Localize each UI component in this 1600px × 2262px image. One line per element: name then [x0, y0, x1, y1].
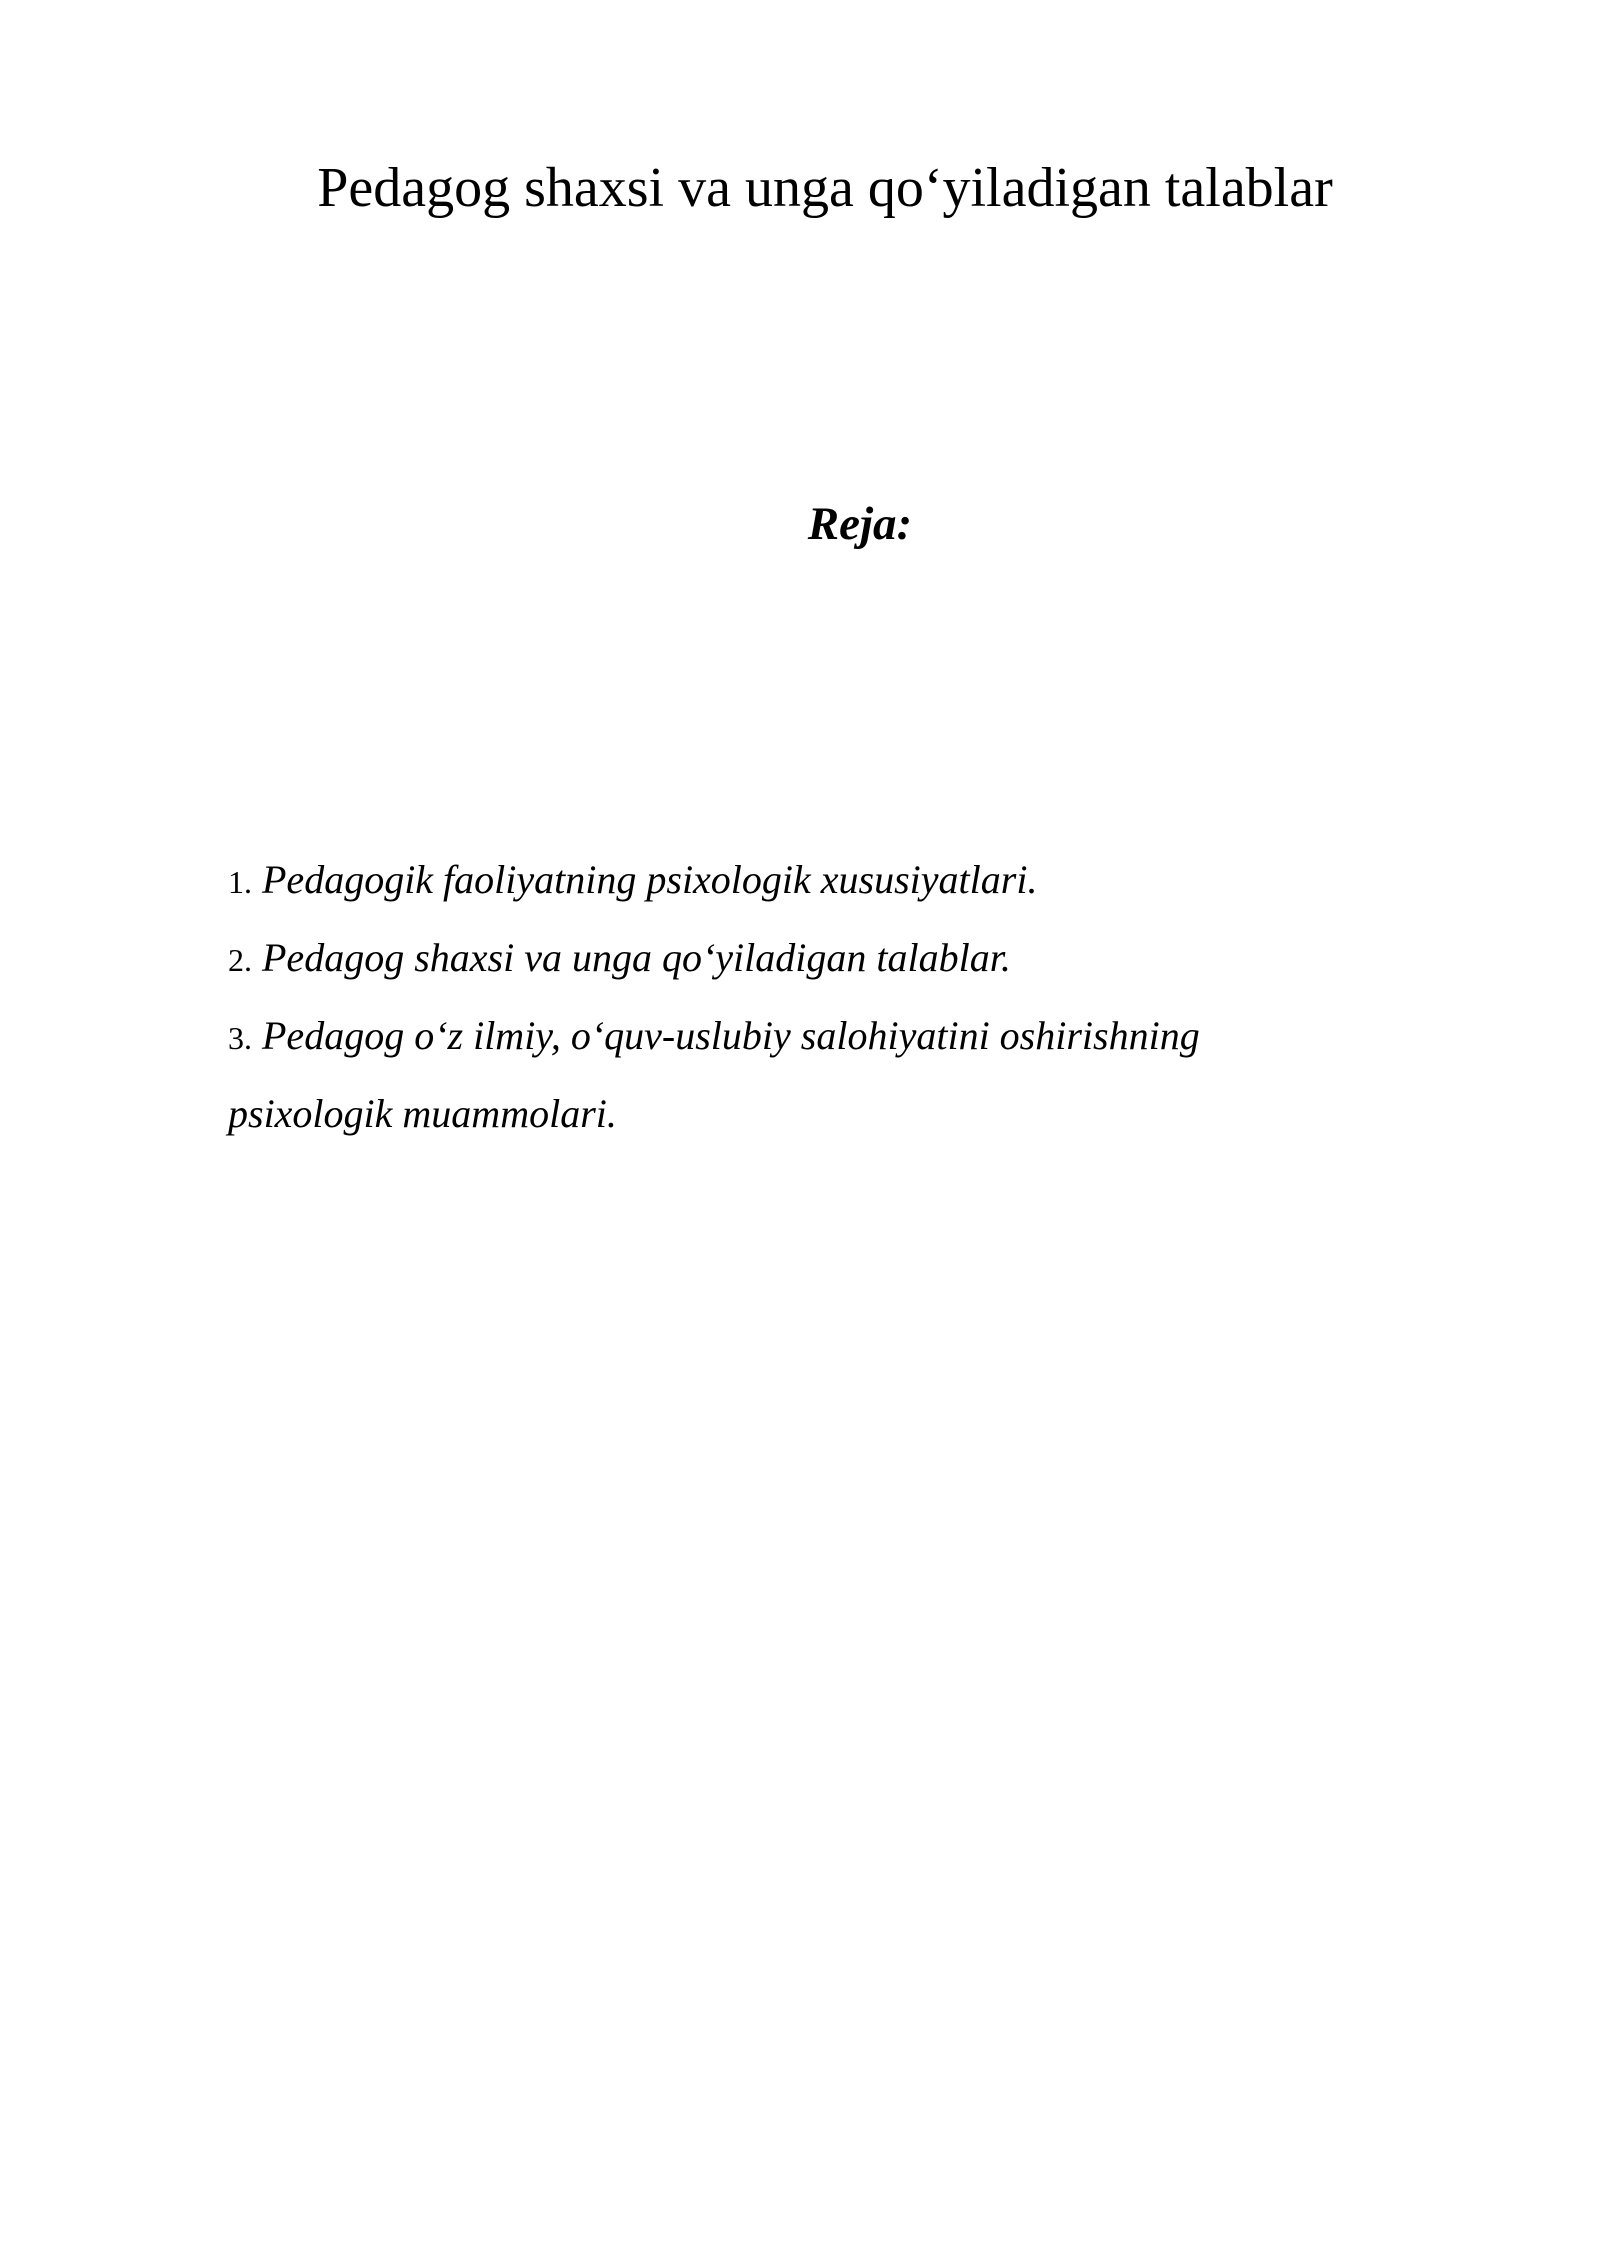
- plan-heading: Reja:: [807, 498, 913, 550]
- plan-item-1: [228, 842, 1428, 920]
- plan-item-number: 2.: [228, 942, 252, 978]
- plan-item-text: Pedagog o‘z ilmiy, o‘quv-uslubiy salohiyatini oshirishning: [262, 1013, 1200, 1058]
- plan-item-number: 3.: [228, 1020, 252, 1056]
- plan-item-3-continuation: psixologik muammolari.: [228, 1091, 617, 1136]
- plan-list: [228, 842, 1428, 1151]
- plan-item-number: 1.: [228, 864, 252, 900]
- plan-item-text: Pedagogik faoliyatning psixologik xususiyatlari.: [262, 857, 1038, 902]
- plan-item-text: Pedagog shaxsi va unga qo‘yiladigan talablar.: [262, 935, 1011, 980]
- plan-item-3: [228, 998, 1428, 1076]
- plan-item-2: [228, 920, 1428, 998]
- page-title: Pedagog shaxsi va unga qo‘yiladigan talablar: [317, 157, 1333, 219]
